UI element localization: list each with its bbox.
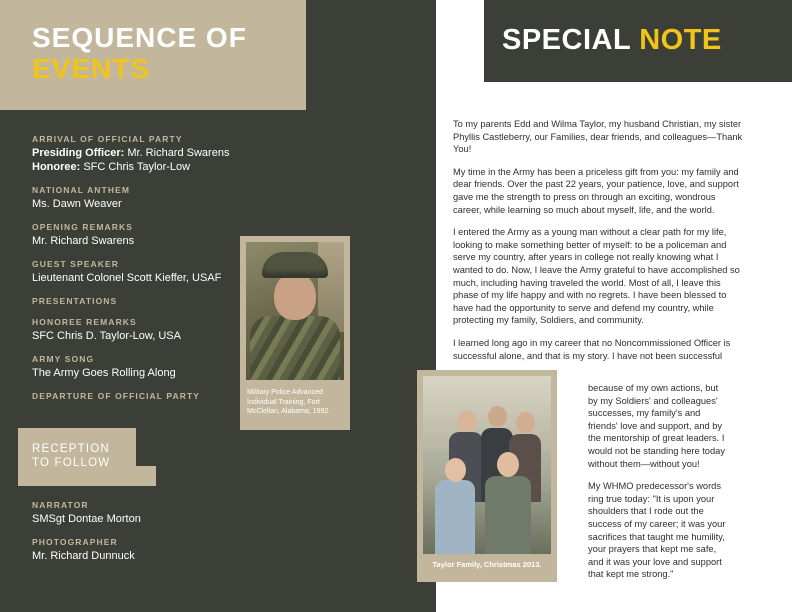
agenda-value: Mr. Richard Swarens [32, 235, 135, 247]
reception-line1: RECEPTION [32, 443, 110, 455]
portrait-cap [262, 252, 328, 278]
agenda-item-photographer [32, 537, 297, 563]
agenda-label: GUEST SPEAKER [32, 259, 120, 269]
agenda-value: Ms. Dawn Weaver [32, 198, 122, 210]
reception-notch [136, 466, 156, 486]
agenda-label: PHOTOGRAPHER [32, 537, 118, 547]
presiding-officer-label: Presiding Officer: [32, 147, 125, 159]
agenda-label: ARMY SONG [32, 354, 95, 364]
soldier-photo [246, 242, 344, 380]
special-note-title [502, 24, 722, 57]
portrait-face [274, 272, 316, 320]
agenda-value: SMSgt Dontae Morton [32, 513, 141, 525]
note-paragraph-6: My WHMO predecessor's words ring true today: "It is upon your shoulders that I rode out the success of my career; it was your sacrifices that taught me humility, your prayers that kept me safe, and it was your love and support that kept me strong." [588, 481, 726, 580]
honoree-label: Honoree: [32, 161, 81, 173]
agenda-label: NATIONAL ANTHEM [32, 185, 131, 195]
agenda-label: HONOREE REMARKS [32, 317, 137, 327]
agenda-value: Mr. Richard Dunnuck [32, 550, 135, 562]
agenda-value-secondary [32, 160, 297, 174]
family-head-front-right [497, 452, 519, 477]
note-paragraph-4: I learned long ago in my career that no Noncommissioned Officer is successful alone, and that is my story. I have not been successful [453, 337, 731, 361]
sequence-title [32, 22, 302, 84]
soldier-photo-caption: Military Police Advanced Individual Training, Fort McClellan, Alabama, 1992. [247, 389, 331, 415]
special-note-title-plain: SPECIAL [502, 24, 640, 56]
sequence-title-line2: EVENTS [32, 53, 151, 84]
soldier-photo-frame [240, 236, 350, 430]
family-figure-front-left [435, 480, 475, 554]
honoree-name: SFC Chris Taylor-Low [80, 161, 191, 173]
family-head-front-left [445, 458, 466, 482]
agenda-label: PRESENTATIONS [32, 296, 118, 306]
agenda-value: Lieutenant Colonel Scott Kieffer, USAF [32, 272, 222, 284]
special-note-title-accent: NOTE [639, 24, 722, 56]
family-head-back-left [457, 410, 477, 432]
special-note-body [453, 118, 743, 372]
agenda-value: The Army Goes Rolling Along [32, 367, 176, 379]
family-head-back-right [516, 412, 535, 433]
agenda-label: OPENING REMARKS [32, 222, 134, 232]
agenda-item-narrator [32, 500, 297, 526]
agenda-item-arrival [32, 134, 297, 174]
agenda-value [32, 146, 297, 160]
agenda-value: SFC Chris D. Taylor-Low, USA [32, 330, 181, 342]
family-photo-caption: Taylor Family, Christmas 2013. [432, 560, 542, 569]
note-paragraph-1: To my parents Edd and Wilma Taylor, my husband Christian, my sister Phyllis Castleberry, our Families, dear friends, and colleagues—Thank You! [453, 119, 743, 155]
family-figure-front-right [485, 476, 531, 554]
family-head-back-center [488, 406, 507, 427]
agenda-label: ARRIVAL OF OFFICIAL PARTY [32, 134, 183, 144]
presiding-officer-name: Mr. Richard Swarens [124, 147, 230, 159]
agenda-label: DEPARTURE OF OFFICIAL PARTY [32, 391, 201, 401]
portrait-uniform [250, 316, 340, 380]
agenda-list-lower [32, 500, 297, 574]
sequence-title-line1: SEQUENCE OF [32, 22, 247, 53]
special-note-body-lower [588, 382, 730, 591]
note-paragraph-3: I entered the Army as a young man without a clear path for my life, looking to make something better of myself: to be a policeman and serve my country, after years in college not really knowing what I wanted to do. Now, I leave the Army grateful to have accomplished so much, including having traveled the world. Most of all, I leave this phase of my life happy and with no regrets. I have been blessed to have had the opportunity to serve and defend my country, while protecting my family, Soldiers, and community. [453, 227, 740, 326]
agenda-item-national-anthem [32, 185, 297, 211]
note-paragraph-5: because of my own actions, but by my Soldiers' and colleagues' successes, my family's and friends' love and support, and by the mentorship of great leaders. I would not be standing here today without them—without you! [588, 383, 725, 469]
reception-line2: TO FOLLOW [32, 457, 111, 469]
note-paragraph-2: My time in the Army has been a priceless gift from you: my family and dear friends. Over the past 22 years, your patience, love, and support gave me the strength to press on through an exciting, wondrous career, while learning so much about myself, life, and the world. [453, 166, 739, 215]
family-photo [423, 376, 551, 554]
reception-text [32, 442, 110, 470]
agenda-label: NARRATOR [32, 500, 89, 510]
family-photo-frame [417, 370, 557, 582]
reception-callout [18, 428, 136, 486]
